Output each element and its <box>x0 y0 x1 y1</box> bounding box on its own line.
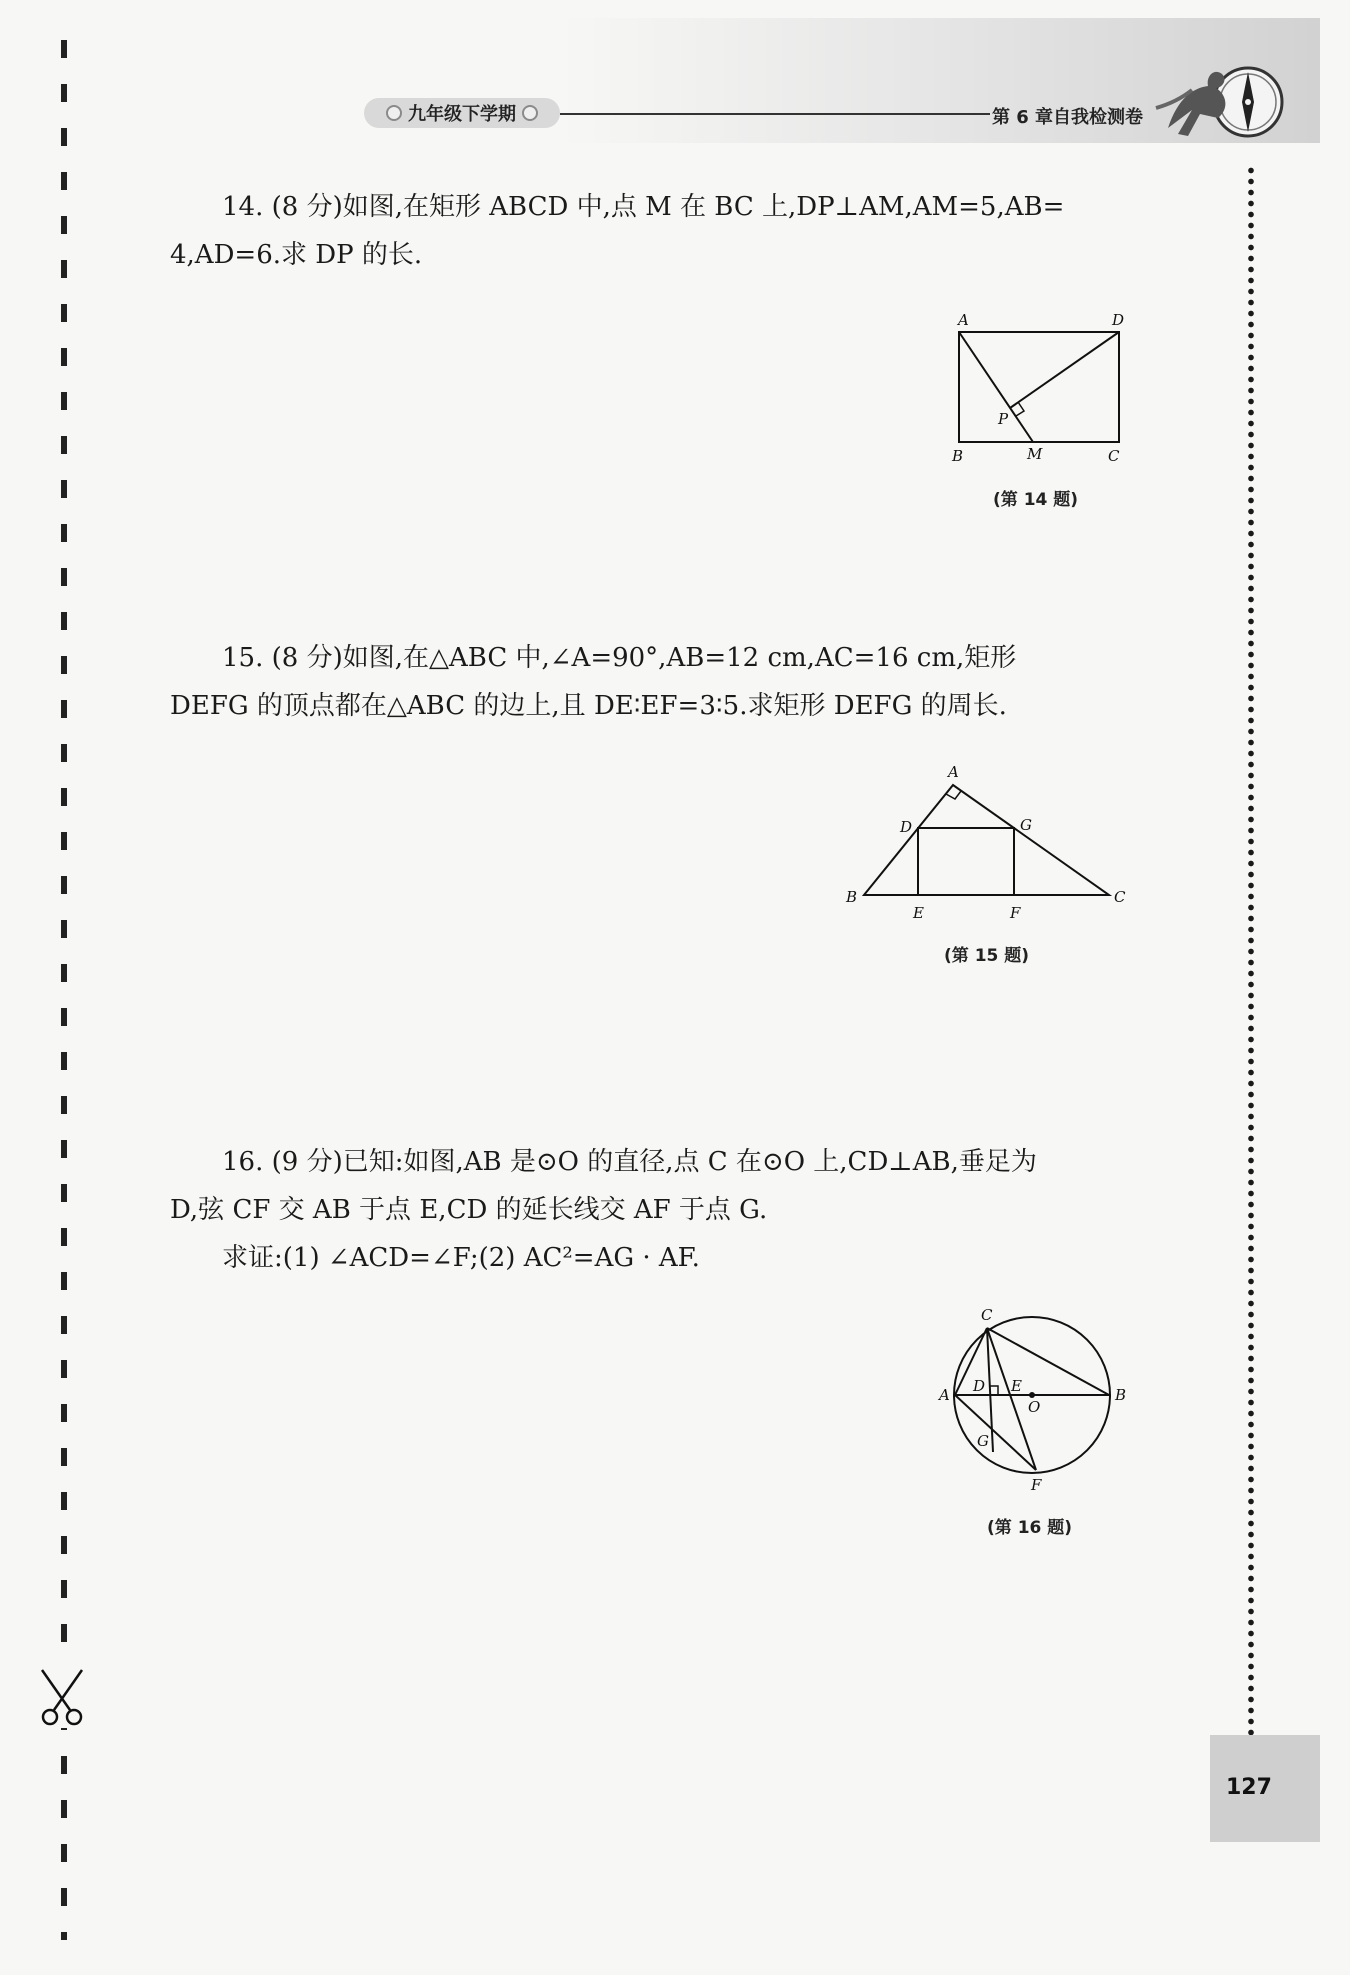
label-D: D <box>1112 311 1125 329</box>
problem-text-line: 14. (8 分)如图,在矩形 ABCD 中,点 M 在 BC 上,DP⊥AM,AM=5,AB= <box>222 192 1065 222</box>
figure-16 <box>935 1300 1145 1500</box>
label-E: E <box>1011 1377 1022 1395</box>
label-A: A <box>948 763 959 781</box>
figure-caption: (第 15 题) <box>944 946 1030 966</box>
header-rule <box>560 113 990 115</box>
segment-cb <box>987 1328 1109 1395</box>
chapter-title: 第 6 章自我检测卷 <box>992 107 1144 128</box>
label-D: D <box>900 818 913 836</box>
cut-line <box>61 40 67 1940</box>
rectangle-defg <box>918 828 1014 895</box>
dotted-border <box>1248 165 1254 1735</box>
problem-text-line: 16. (9 分)已知:如图,AB 是⊙O 的直径,点 C 在⊙O 上,CD⊥AB,垂足为 <box>222 1147 1037 1177</box>
triangle-abc <box>864 785 1109 895</box>
figure-14 <box>940 305 1140 475</box>
problem-text-line: DEFG 的顶点都在△ABC 的边上,且 DE∶EF=3∶5.求矩形 DEFG 的周长. <box>170 691 1007 721</box>
circle-dot-icon <box>386 105 402 121</box>
problem-16 <box>170 1138 1160 1282</box>
label-P: P <box>998 410 1009 428</box>
right-angle-mark <box>990 1386 998 1395</box>
figure-caption: (第 14 题) <box>993 490 1079 510</box>
grade-label: 九年级下学期 <box>408 104 516 125</box>
problem-text-line: D,弦 CF 交 AB 于点 E,CD 的延长线交 AF 于点 G. <box>170 1195 768 1225</box>
label-B: B <box>952 447 964 465</box>
label-G: G <box>977 1432 989 1450</box>
label-D: D <box>973 1377 986 1395</box>
figure-15 <box>840 760 1140 930</box>
label-C: C <box>1114 888 1126 906</box>
label-B: B <box>1115 1386 1127 1404</box>
label-C: C <box>981 1306 993 1324</box>
page-number: 127 <box>1226 1775 1272 1800</box>
label-O: O <box>1028 1398 1041 1416</box>
problem-15 <box>170 634 1160 730</box>
label-A: A <box>939 1386 950 1404</box>
label-G: G <box>1020 816 1032 834</box>
label-M: M <box>1027 445 1043 463</box>
grade-badge <box>364 98 560 128</box>
segment-dp <box>1010 332 1119 408</box>
problem-text-line: 4,AD=6.求 DP 的长. <box>170 240 423 270</box>
label-F: F <box>1031 1476 1042 1494</box>
circle-dot-icon <box>522 105 538 121</box>
label-B: B <box>846 888 858 906</box>
problem-text-line: 求证:(1) ∠ACD=∠F;(2) AC²=AG · AF. <box>222 1243 700 1273</box>
figure-caption: (第 16 题) <box>987 1518 1073 1538</box>
label-E: E <box>913 904 924 922</box>
problem-14 <box>170 183 1160 279</box>
label-C: C <box>1108 447 1120 465</box>
problem-text-line: 15. (8 分)如图,在△ABC 中,∠A=90°,AB=12 cm,AC=16 cm,矩形 <box>222 643 1017 673</box>
scissors-icon <box>32 1668 92 1728</box>
label-F: F <box>1010 904 1021 922</box>
segment-am <box>959 332 1033 442</box>
label-A: A <box>958 311 969 329</box>
runner-compass-icon <box>1148 58 1286 148</box>
